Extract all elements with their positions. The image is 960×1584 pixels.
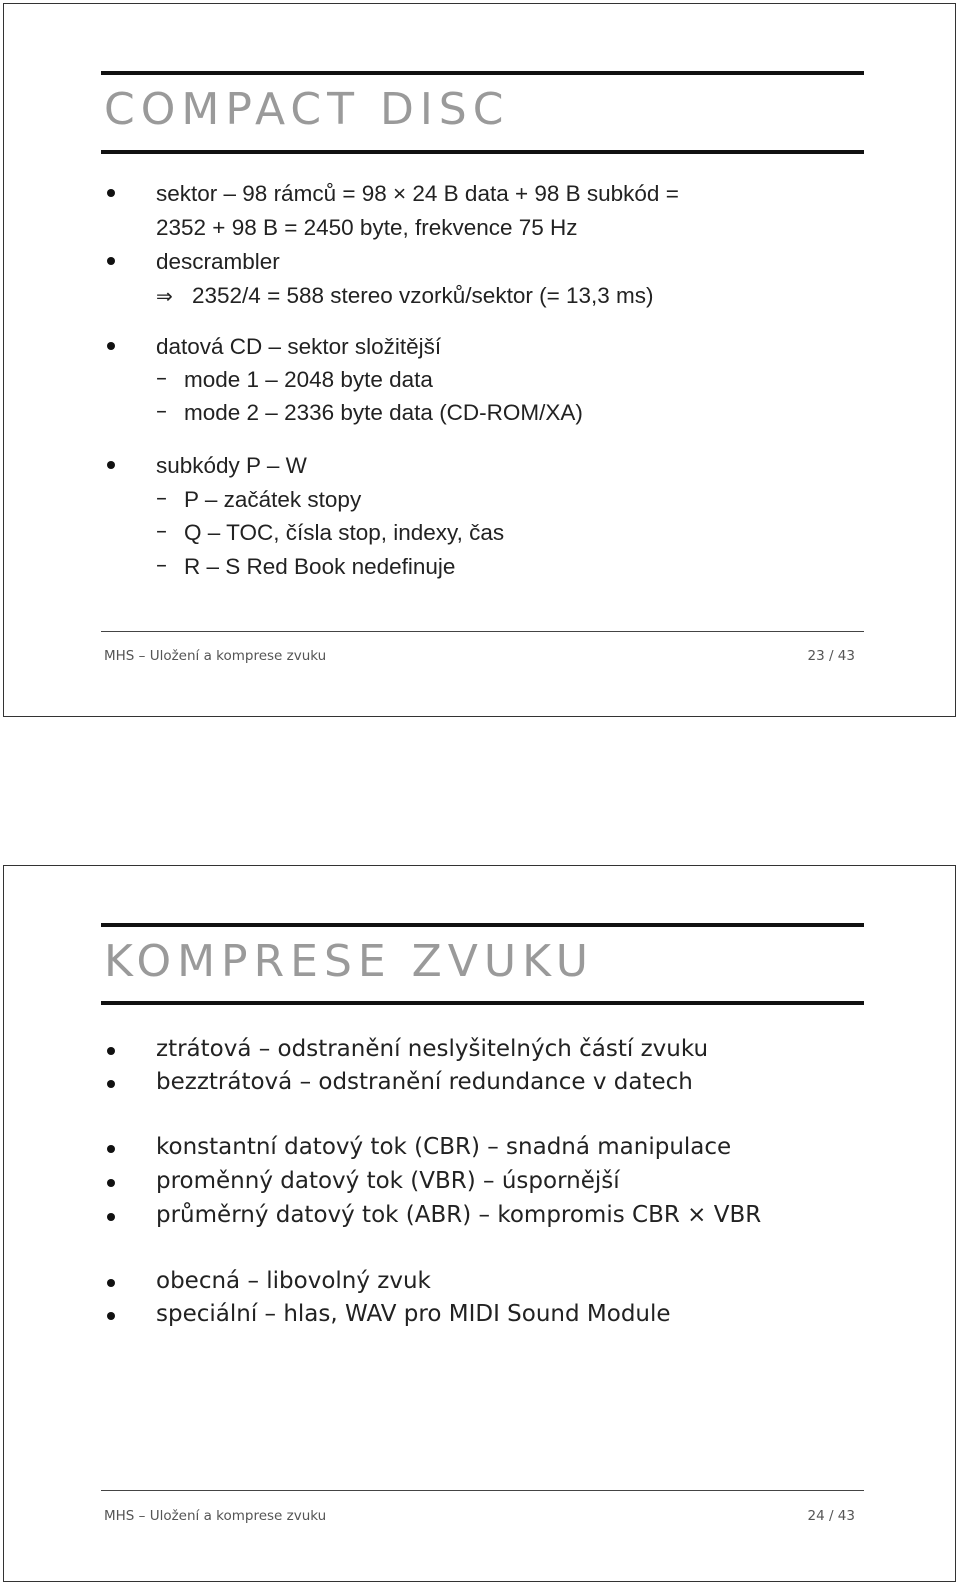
list-item: obecná – libovolný zvuk (156, 1268, 431, 1294)
list-item: průměrný datový tok (ABR) – kompromis CBR × VBR (156, 1202, 762, 1228)
bullet-icon (107, 1145, 115, 1153)
title-top-rule (101, 71, 864, 75)
bullet-icon (107, 1179, 115, 1187)
bullet-icon (107, 1279, 115, 1287)
sub-item: mode 1 – 2048 byte data (184, 367, 433, 392)
list-item: konstantní datový tok (CBR) – snadná manipulace (156, 1134, 732, 1160)
dash-marker-icon: – (156, 399, 167, 424)
sub-item: P – začátek stopy (184, 487, 362, 512)
bullet-icon (107, 257, 115, 265)
bullet-icon (107, 461, 115, 469)
slide-24 (3, 865, 956, 1582)
title-top-rule (101, 923, 864, 927)
title-bottom-rule (101, 150, 864, 154)
bullet-icon (107, 1080, 115, 1088)
footer-course: MHS – Uložení a komprese zvuku (104, 1508, 327, 1524)
dash-marker-icon: – (156, 486, 167, 511)
dash-marker-icon: – (156, 519, 167, 544)
list-item: datová CD – sektor složitější (156, 334, 442, 359)
slide-23 (3, 3, 956, 717)
bullet-icon (107, 342, 115, 350)
page-number: 23 / 43 (807, 648, 855, 664)
list-item: speciální – hlas, WAV pro MIDI Sound Module (156, 1301, 671, 1327)
sub-item: Q – TOC, čísla stop, indexy, čas (184, 520, 505, 545)
list-item: subkódy P – W (156, 453, 307, 478)
bullet-icon (107, 189, 115, 197)
bullet-icon (107, 1047, 115, 1055)
sub-item: R – S Red Book nedefinuje (184, 554, 456, 579)
dash-marker-icon: – (156, 366, 167, 391)
footer-rule (101, 1490, 864, 1491)
title-bottom-rule (101, 1001, 864, 1005)
sub-item: mode 2 – 2336 byte data (CD-ROM/XA) (184, 400, 583, 425)
implies-arrow-icon: ⇒ (156, 284, 173, 308)
list-item: ztrátová – odstranění neslyšitelných částí zvuku (156, 1036, 709, 1062)
bullet-icon (107, 1213, 115, 1221)
page-number: 24 / 43 (807, 1508, 855, 1524)
list-item: descrambler (156, 249, 280, 274)
bullet-icon (107, 1312, 115, 1320)
footer-course: MHS – Uložení a komprese zvuku (104, 648, 327, 664)
footer-rule (101, 631, 864, 632)
slide-title: COMPACT DISC (104, 84, 510, 135)
list-item-result: 2352/4 = 588 stereo vzorků/sektor (= 13,3 ms) (192, 283, 654, 308)
list-item: proměnný datový tok (VBR) – úspornější (156, 1168, 620, 1194)
list-item-continuation: 2352 + 98 B = 2450 byte, frekvence 75 Hz (156, 215, 578, 240)
dash-marker-icon: – (156, 553, 167, 578)
list-item: bezztrátová – odstranění redundance v datech (156, 1069, 693, 1095)
slide-title: KOMPRESE ZVUKU (104, 936, 594, 987)
list-item: sektor – 98 rámců = 98 × 24 B data + 98 B subkód = (156, 181, 679, 206)
